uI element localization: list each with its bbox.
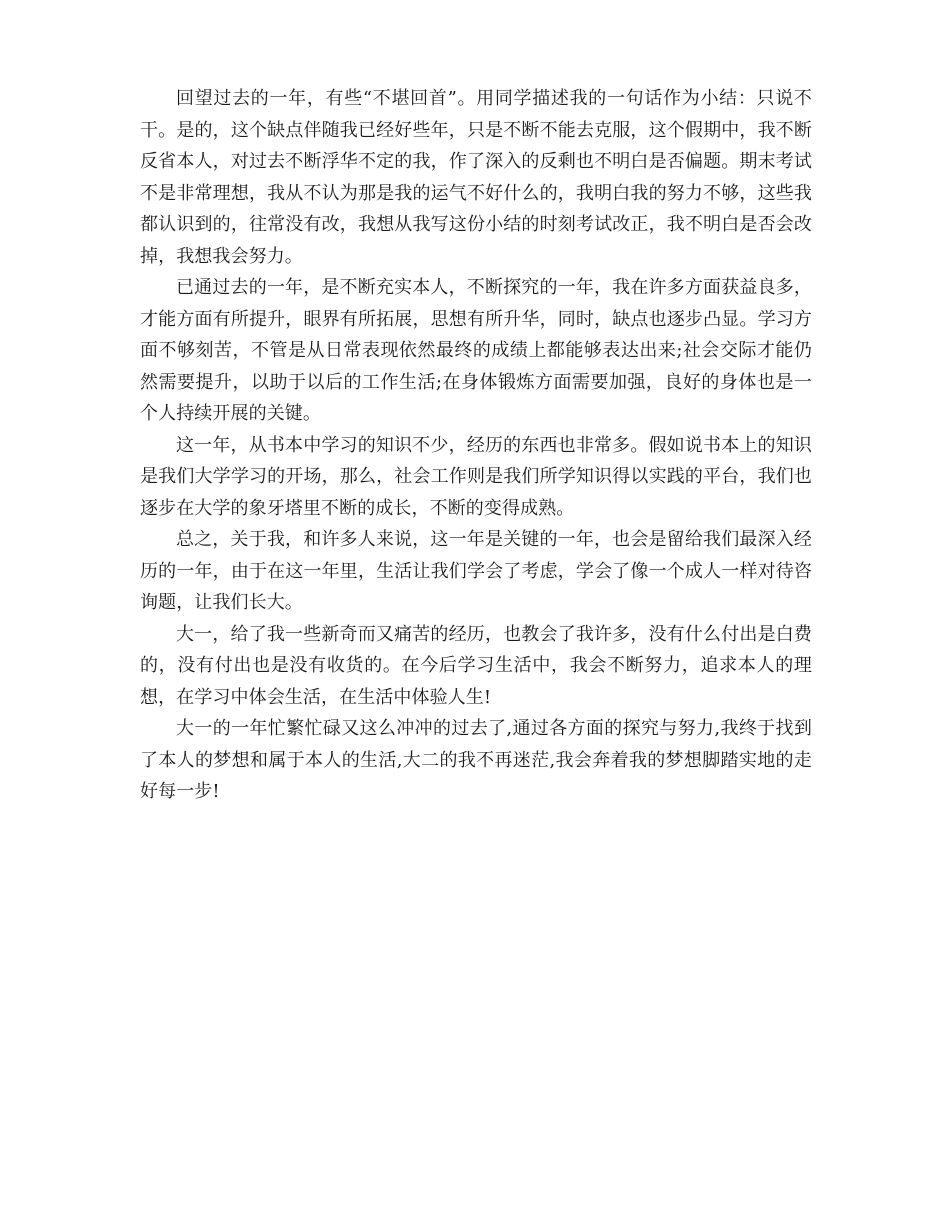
paragraph-5: 大一，给了我一些新奇而又痛苦的经历，也教会了我许多，没有什么付出是白费的，没有付出也是没有收货的。在今后学习生活中，我会不断努力，追求本人的理想，在学习中体会生活，在生活中体验人生! xyxy=(140,623,812,708)
paragraph-4: 总之，关于我，和许多人来说，这一年是关键的一年，也会是留给我们最深入经历的一年，由于在这一年里，生活让我们学会了考虑，学会了像一个成人一样对待咨询题，让我们长大。 xyxy=(140,529,812,613)
paragraph-1: 回望过去的一年，有些“不堪回首”。用同学描述我的一句话作为小结：只说不干。是的，这个缺点伴随我已经好些年，只是不断不能去克服，这个假期中，我不断反省本人，对过去不断浮华不定的我，作了深入的反剩也不明白是否偏题。期末考试不是非常理想，我从不认为那是我的运气不好什么的，我明白我的努力不够，这些我都认识到的，往常没有改，我想从我写这份小结的时刻考试改正，我不明白是否会改掉，我想我会努力。 xyxy=(140,88,812,267)
paragraph-2: 已通过去的一年，是不断充实本人，不断探究的一年，我在许多方面获益良多，才能方面有所提升，眼界有所拓展，思想有所升华，同时，缺点也逐步凸显。学习方面不够刻苦，不管是从日常表现依然最终的成绩上都能够表达出来;社会交际才能仍然需要提升，以助于以后的工作生活;在身体锻炼方面需要加强，良好的身体也是一个人持续开展的关键。 xyxy=(140,277,812,424)
document-body xyxy=(140,83,812,808)
paragraph-6: 大一的一年忙繁忙碌又这么冲冲的过去了,通过各方面的探究与努力,我终于找到了本人的梦想和属于本人的生活,大二的我不再迷茫,我会奔着我的梦想脚踏实地的走好每一步! xyxy=(140,718,812,802)
paragraph-3: 这一年，从书本中学习的知识不少，经历的东西也非常多。假如说书本上的知识是我们大学学习的开场，那么，社会工作则是我们所学知识得以实践的平台，我们也逐步在大学的象牙塔里不断的成长，不断的变得成熟。 xyxy=(140,434,812,519)
